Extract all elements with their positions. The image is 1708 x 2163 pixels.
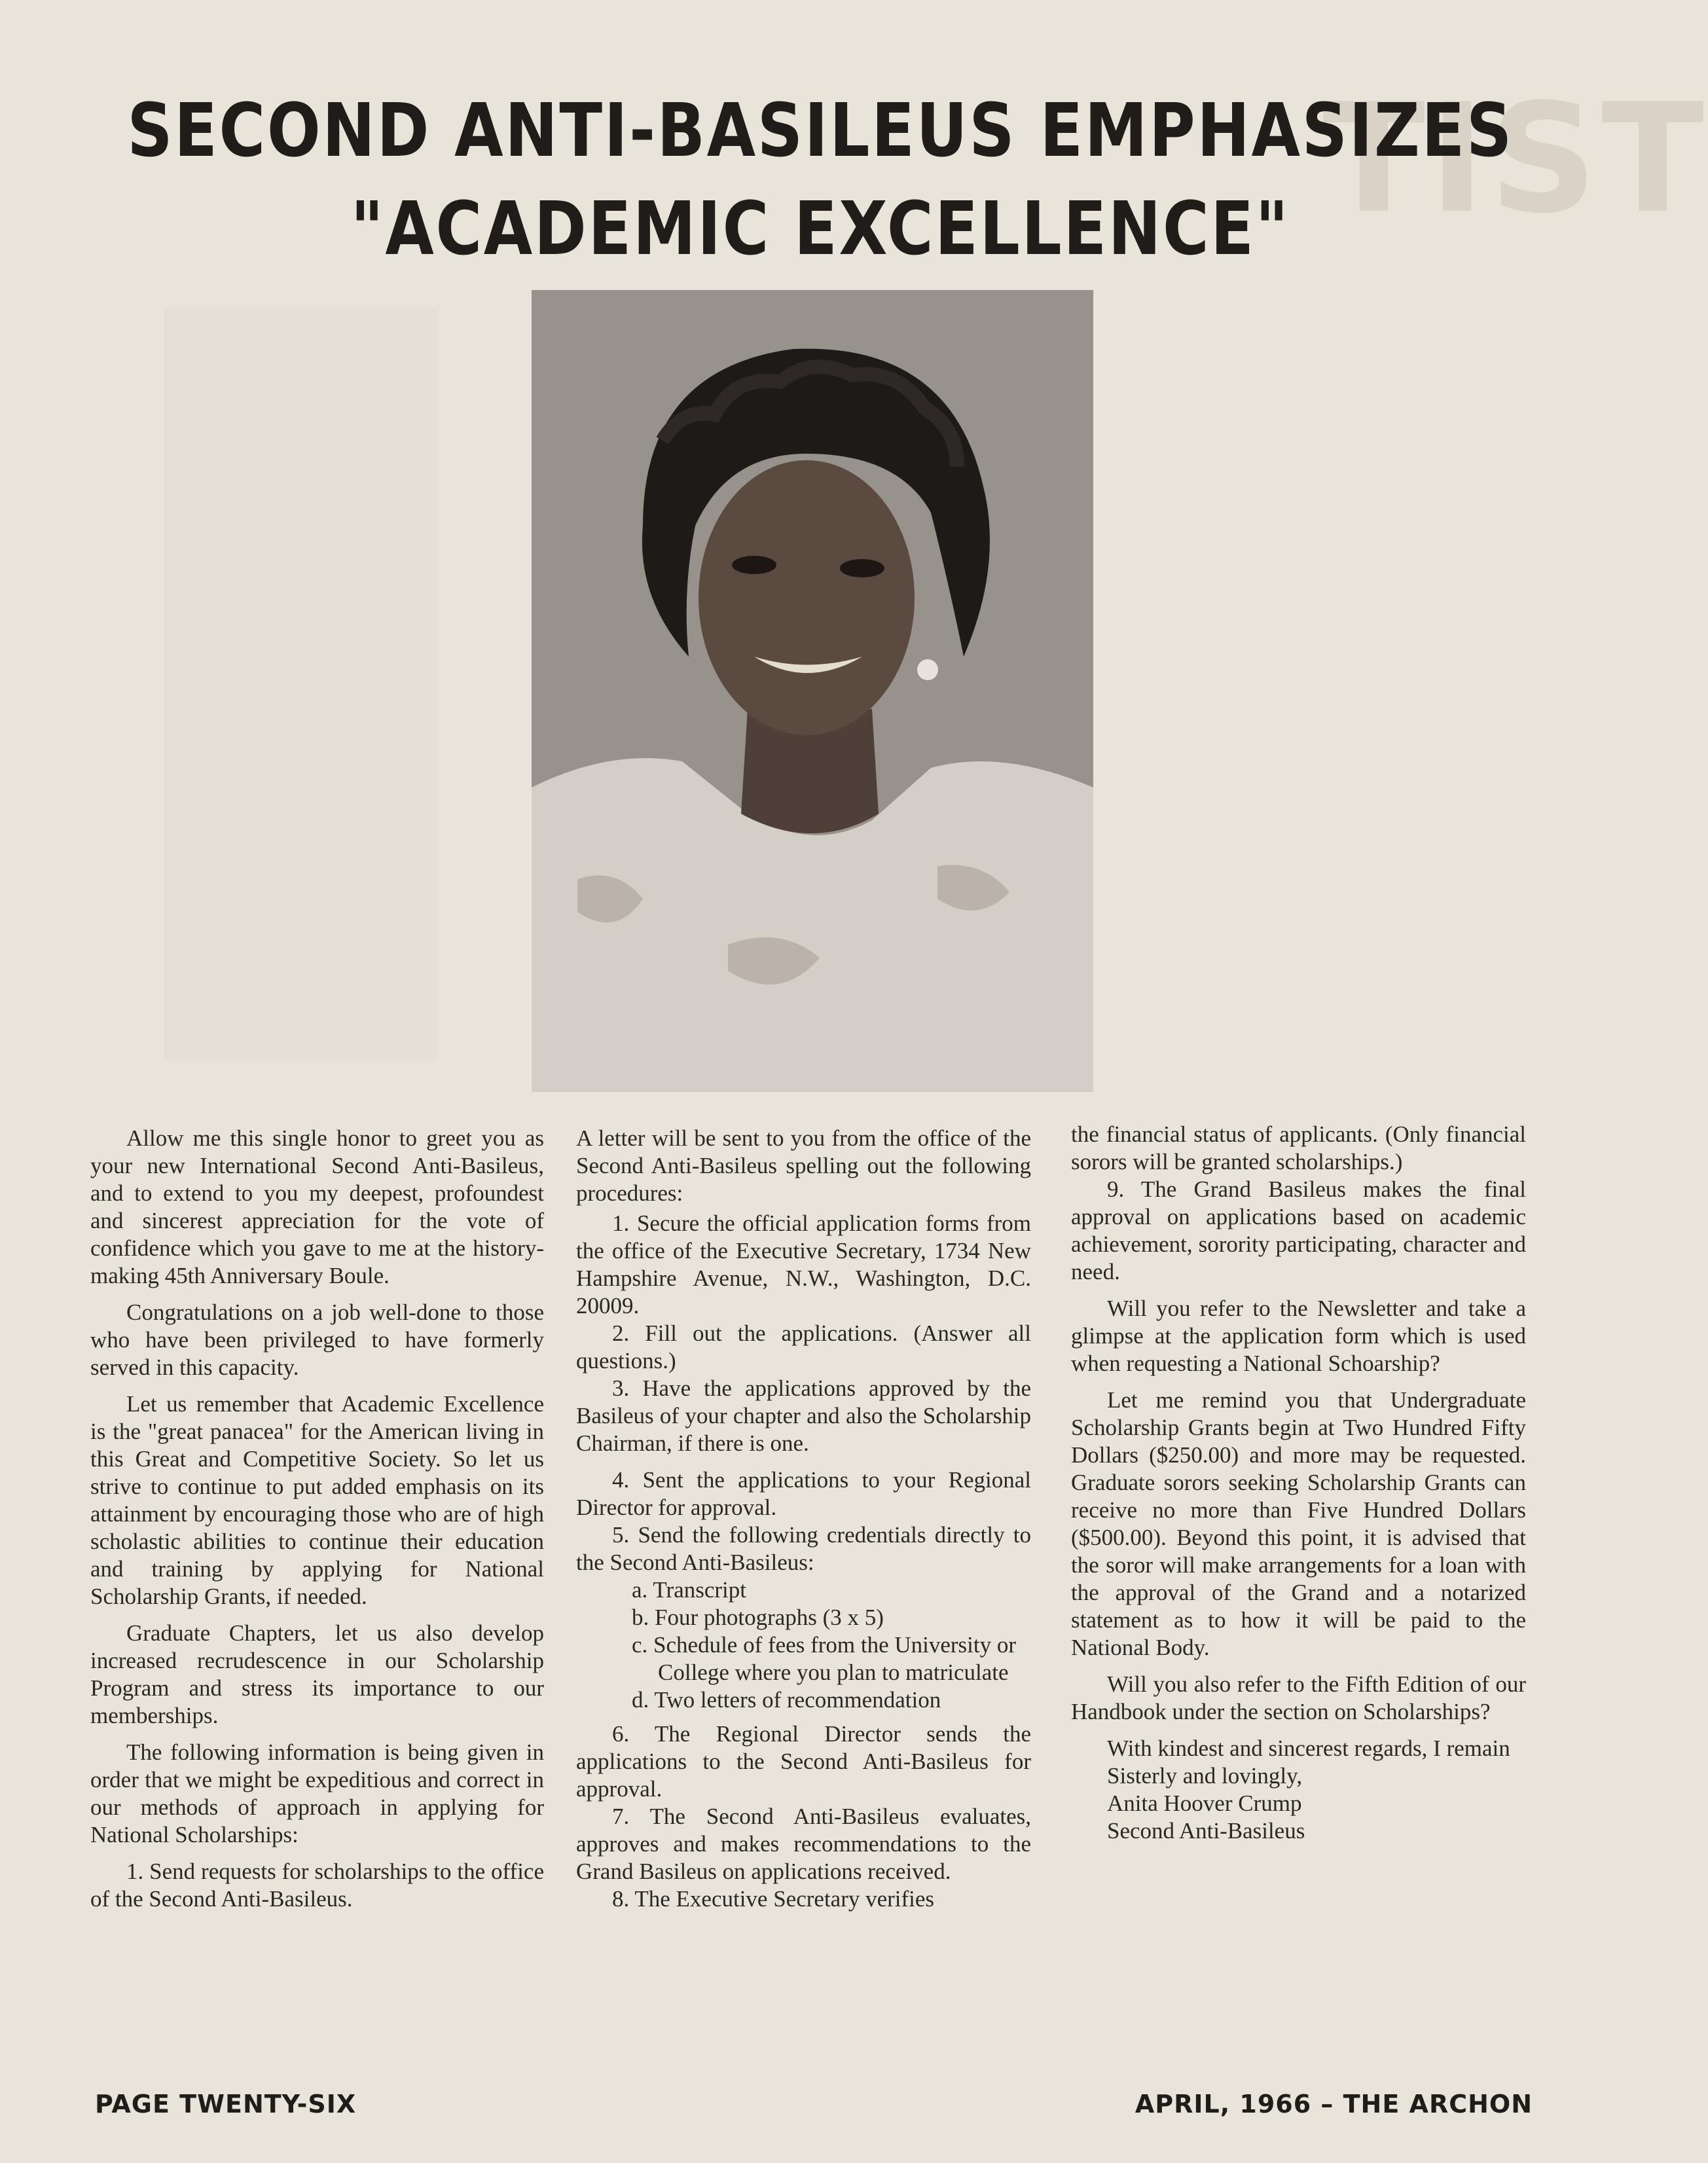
signature-title: Second Anti-Basileus — [1107, 1818, 1305, 1844]
paragraph-greeting: Allow me this single honor to greet you as your new International Second Anti-Basileus, and to extend to you my deepest, profoundest and sincerest appreciation for the vote of confidence which you gave to me at the history-making 45th Anniversary Boule. — [90, 1125, 544, 1288]
signature-name: Anita Hoover Crump — [1107, 1790, 1302, 1816]
column-3 — [1071, 1121, 1526, 1845]
credential-photographs: b. Four photographs (3 x 5) — [632, 1605, 884, 1630]
step-approval: 3. Have the applications approved by the Basileus of your chapter and also the Scholarship Chairman, if there is one. — [576, 1375, 1031, 1456]
paragraph-information: The following information is being given in order that we might be expeditious and correct in our methods of approach in applying for National Scholarships: — [90, 1739, 544, 1847]
step-6: 6. The Regional Director sends the applications to the Second Anti-Basileus for approval. — [576, 1721, 1031, 1802]
step-regional: 4. Sent the applications to your Regional Director for approval. — [576, 1467, 1031, 1520]
step-fill-out: 2. Fill out the applications. (Answer all questions.) — [576, 1320, 1031, 1373]
step-1: 1. Send requests for scholarships to the office of the Second Anti-Basileus. — [90, 1859, 544, 1912]
paragraph-regards: With kindest and sincerest regards, I remain — [1107, 1736, 1510, 1761]
step-9: 9. The Grand Basileus makes the final approval on applications based on academic achievement, sorority participating, character and need. — [1071, 1176, 1526, 1284]
step-credentials: 5. Send the following credentials directly to the Second Anti-Basileus: — [576, 1522, 1031, 1575]
headline-line-1: SECOND ANTI-BASILEUS EMPHASIZES — [127, 88, 1514, 173]
bleed-through-text: TIST — [1322, 72, 1708, 247]
headline-line-2: "ACADEMIC EXCELLENCE" — [350, 187, 1290, 272]
step-secure-forms: 1. Secure the official application forms from the office of the Executive Secretary, 1734 New Hampshire Avenue, N.W., Washington, D.C. 20009. — [576, 1210, 1031, 1318]
issue-date: APRIL, 1966 – THE ARCHON — [1135, 2090, 1533, 2118]
paragraph-letter: A letter will be sent to you from the office of the Second Anti-Basileus spelling out the following procedures: — [576, 1125, 1031, 1206]
step-7: 7. The Second Anti-Basileus evaluates, approves and makes recommendations to the Grand Basileus on applications received. — [576, 1804, 1031, 1884]
paragraph-congratulations: Congratulations on a job well-done to those who have been privileged to have formerly served in this capacity. — [90, 1300, 544, 1380]
portrait-photo — [532, 290, 1093, 1092]
paragraph-financial-status: the financial status of applicants. (Only financial sorors will be granted scholarships.) — [1071, 1121, 1526, 1174]
signature-block — [1071, 1762, 1526, 1845]
step-8: 8. The Executive Secretary verifies — [612, 1886, 935, 1912]
credential-fees: c. Schedule of fees from the University or College where you plan to matriculate — [632, 1632, 1017, 1685]
paragraph-handbook: Will you also refer to the Fifth Edition of our Handbook under the section on Scholarships? — [1071, 1671, 1526, 1724]
credential-letters: d. Two letters of recommendation — [632, 1687, 941, 1713]
paragraph-newsletter: Will you refer to the Newsletter and take a glimpse at the application form which is used when requesting a National Schoarship? — [1071, 1296, 1526, 1376]
column-1 — [90, 1125, 544, 1922]
column-2 — [576, 1125, 1031, 1922]
headline — [115, 82, 1525, 278]
credential-transcript: a. Transcript — [632, 1577, 746, 1603]
paragraph-graduate-chapters: Graduate Chapters, let us also develop increased recrudescence in our Scholarship Program and stress its importance to our memberships. — [90, 1620, 544, 1728]
paragraph-academic-excellence: Let us remember that Academic Excellence is the "great panacea" for the American living in this Great and Competitive Society. So let us strive to continue to put added emphasis on its attainment by encouraging those who are of high scholastic abilities to continue their education and training by applying for National Scholarship Grants, if needed. — [90, 1391, 544, 1609]
bleed-through-shape — [164, 308, 439, 1061]
paragraph-grants: Let me remind you that Undergraduate Scholarship Grants begin at Two Hundred Fifty Dollars ($250.00) and more may be requested. Graduate sorors seeking Scholarship Grants can receive no more than Five Hundred Dollars ($500.00). Beyond this point, it is advised that the soror will make arrangements for a loan with the approval of the Grand and a notarized statement as to how it will be paid to the National Body. — [1071, 1387, 1526, 1660]
page-number: PAGE TWENTY-SIX — [95, 2090, 357, 2118]
portrait-illustration — [532, 290, 1093, 1092]
signature-closing: Sisterly and lovingly, — [1107, 1763, 1303, 1789]
